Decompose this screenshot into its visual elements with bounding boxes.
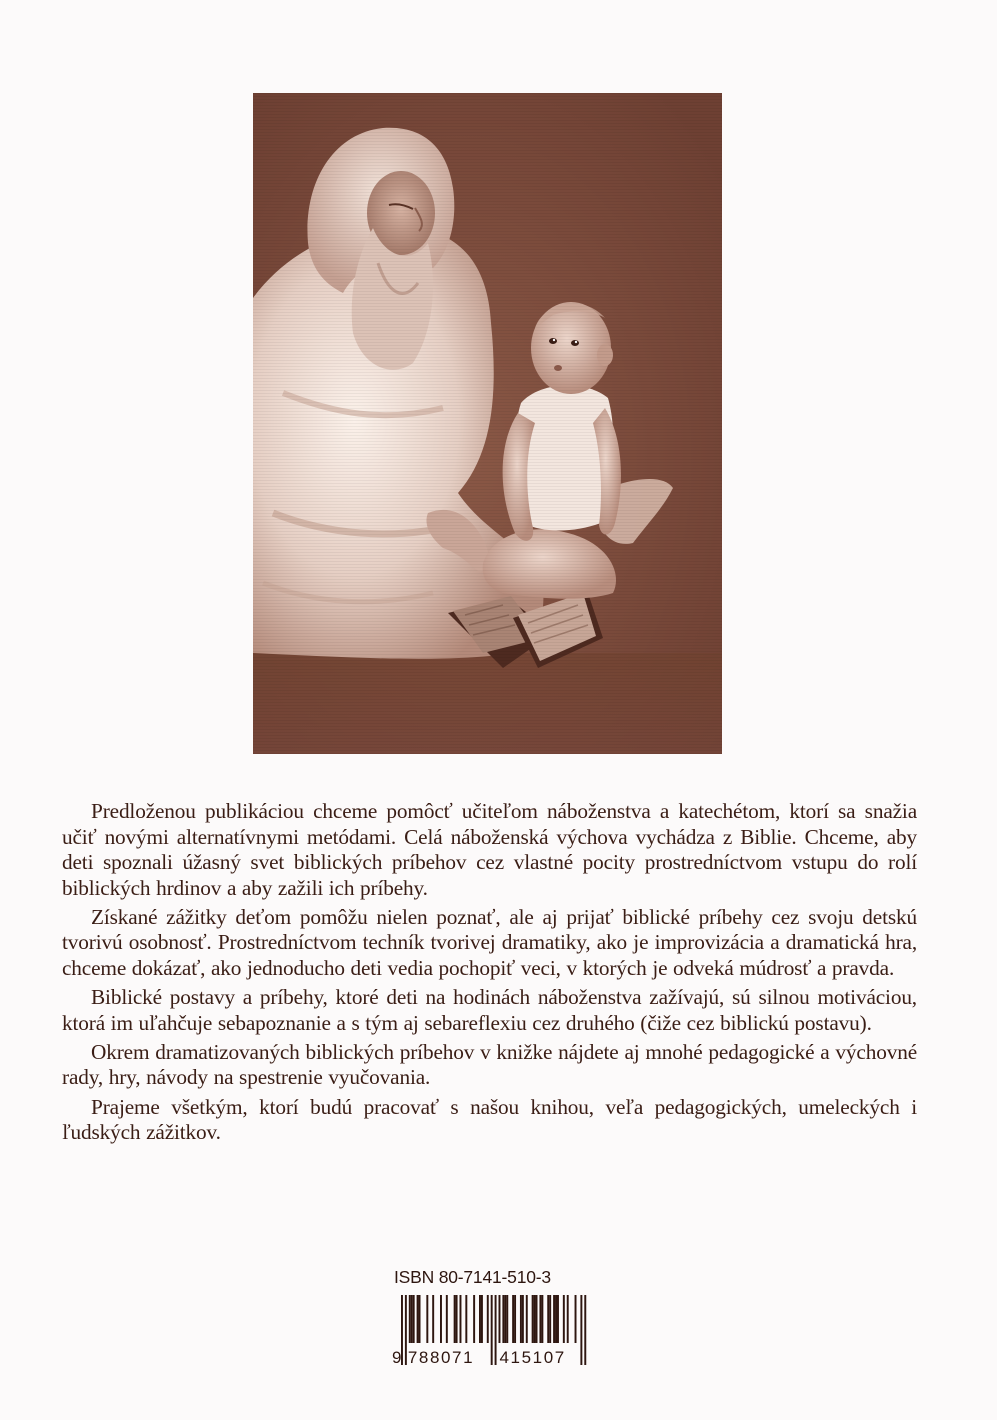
cover-photo	[253, 93, 722, 754]
blurb-paragraph: Biblické postavy a príbehy, ktoré deti na hodinách náboženstva zažívajú, sú silnou motiváciou, ktorá im uľahčuje sebapoznanie a s tým aj sebareflexiu cez druhého (čiže cez biblickú postavu).	[62, 985, 917, 1035]
barcode-bar	[580, 1295, 582, 1365]
barcode-bar	[502, 1295, 504, 1343]
photo-illustration	[253, 93, 722, 754]
barcode-bar	[440, 1295, 442, 1343]
barcode-bar	[506, 1295, 508, 1343]
barcode-bar	[557, 1295, 559, 1343]
barcode-bar	[481, 1295, 483, 1343]
barcode-bar	[446, 1295, 448, 1343]
barcode-digit-first: 9	[392, 1348, 404, 1367]
barcode-bar	[411, 1295, 413, 1343]
barcode-bar	[520, 1295, 522, 1343]
barcode-bar	[549, 1295, 551, 1343]
barcode-bar	[495, 1295, 497, 1365]
barcode-bar	[584, 1295, 586, 1365]
barcode-bar	[553, 1295, 555, 1343]
barcode-graphic	[391, 1295, 591, 1371]
barcode-bar	[563, 1295, 565, 1343]
barcode-bar	[555, 1295, 557, 1343]
barcode-bar	[460, 1295, 462, 1343]
barcode-bar	[465, 1295, 467, 1343]
barcode-bar	[575, 1295, 577, 1343]
barcode-bar	[454, 1295, 456, 1343]
barcode-bar	[567, 1295, 569, 1343]
barcode-bar	[514, 1295, 516, 1343]
barcode-bar	[432, 1295, 434, 1343]
barcode-bar	[539, 1295, 541, 1343]
barcode-bar	[547, 1295, 549, 1343]
blurb-paragraph: Získané zážitky deťom pomôžu nielen poznať, ale aj prijať biblické príbehy cez svoju detskú tvorivú osobnosť. Prostredníctvom techník tvorivej dramatiky, ako je improvizácia a dramatická hra, chceme dokázať, ako jednoducho deti vedia pochopiť veci, v ktorých je odveká múdrosť a pravda.	[62, 904, 917, 981]
barcode-bar	[491, 1295, 493, 1365]
blurb-paragraph: Predloženou publikáciou chceme pomôcť učiteľom náboženstva a katechétom, ktorí sa snažia učiť novými alternatívnymi metódami. Celá náboženská výchova vychádza z Biblie. Chceme, aby deti spoznali úžasný svet biblických príbehov cez vlastné pocity prostredníctvom vstupu do rolí biblických hrdinov a aby zažili ich príbehy.	[62, 799, 917, 900]
barcode-bar	[409, 1295, 411, 1343]
barcode-bar	[536, 1295, 538, 1343]
barcode-digits-left: 788071	[407, 1348, 475, 1367]
barcode-bar	[526, 1295, 528, 1343]
barcode-bar	[504, 1295, 506, 1343]
barcode-bar	[456, 1295, 458, 1343]
barcode-bar	[541, 1295, 543, 1343]
barcode-bar	[499, 1295, 501, 1343]
isbn-block	[391, 1267, 591, 1377]
photo-texture	[253, 93, 722, 754]
barcode-bar	[487, 1295, 489, 1343]
isbn-barcode	[391, 1295, 591, 1371]
blurb-paragraph: Prajeme všetkým, ktorí budú pracovať s našou knihou, veľa pedagogických, umeleckých i ľudských zážitkov.	[62, 1094, 917, 1145]
barcode-bar	[534, 1295, 536, 1343]
barcode-bar	[522, 1295, 524, 1343]
barcode-bar	[417, 1295, 419, 1343]
blurb-paragraph: Okrem dramatizovaných biblických príbehov v knižke nájdete aj mnohé pedagogické a výchovné rady, hry, návody na spestrenie vyučovania.	[62, 1039, 917, 1090]
barcode-digits-right: 415107	[499, 1348, 566, 1367]
barcode-bar	[473, 1295, 475, 1343]
barcode-bar	[413, 1295, 415, 1343]
isbn-label: ISBN 80-7141-510-3	[394, 1267, 551, 1287]
barcode-bar	[426, 1295, 428, 1343]
blurb-text	[62, 799, 917, 1149]
barcode-bar	[419, 1295, 421, 1343]
barcode-bar	[479, 1295, 481, 1343]
barcode-bar	[512, 1295, 514, 1343]
barcode-bar	[532, 1295, 534, 1343]
barcode-bar	[405, 1295, 407, 1365]
